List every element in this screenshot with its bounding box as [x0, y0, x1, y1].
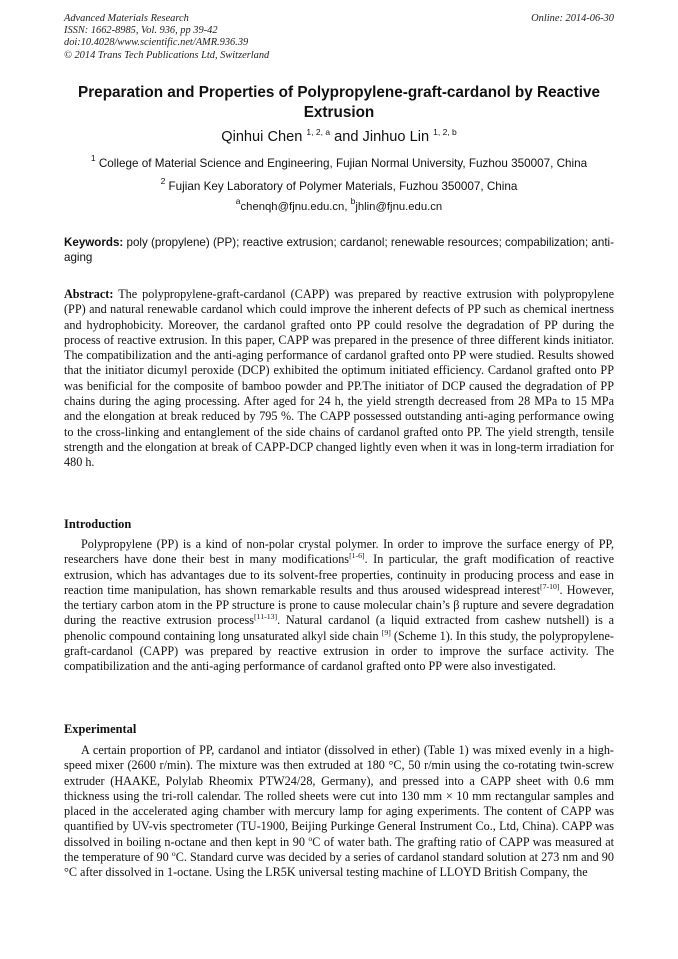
- degree-marker: o: [171, 849, 176, 859]
- citation: [1-6]: [349, 551, 365, 561]
- online-date: Online: 2014-06-30: [531, 13, 614, 24]
- email-marker: b: [350, 196, 356, 206]
- introduction-paragraph: [64, 537, 614, 675]
- journal-name: Advanced Materials Research: [64, 13, 189, 24]
- body-text: (Scheme 1). In this study, the polypropylene-graft-cardanol (CAPP) was prepared by reactive extrusion in order to improve the surface activity. The compatibilization and the anti-aging performance of cardanol grafted onto PP were also investigated.: [64, 628, 614, 674]
- email-marker: a: [235, 196, 241, 206]
- email-separator: ,: [344, 201, 351, 213]
- citation: [7-10]: [540, 581, 560, 591]
- body-text: . However, the tertiary carbon atom in the PP structure is prone to cause molecular chain’s β rupture and severe degradation during the reactive extrusion process: [64, 582, 614, 628]
- abstract: [64, 287, 614, 471]
- affiliation-number: 2: [160, 176, 166, 186]
- citation: [9]: [381, 627, 391, 637]
- author-name: Qinhui Chen: [221, 129, 303, 145]
- author-line: [0, 129, 678, 145]
- experimental-paragraph: [64, 743, 614, 881]
- author-affiliation-marker: 1, 2, a: [306, 127, 331, 137]
- section-heading: Experimental: [64, 722, 137, 736]
- keywords-label: Keywords:: [64, 236, 124, 249]
- email-address[interactable]: chenqh@fjnu.edu.cn: [240, 201, 345, 213]
- body-text: C. Standard curve was decided by a series of cardanol standard solution at 273 nm and 90 °C after dissolved in 1-octane. Using the LR5K universal testing machine of LLOYD British Company, the: [64, 850, 614, 880]
- body-text: A certain proportion of PP, cardanol and intiator (dissolved in ether) (Table 1) was mixed evenly in a high-speed mixer (2600 r/min). The mixture was then extruded at 180 °C, 50 r/min using the co-rotating twin-screw extruder (HAAKE, Polylab Rheomix PTW24/28, Germany), and pressed into a CAPP sheet with 0.6 mm thickness using the tri-roll calendar. The rolled sheets were cut into 130 mm × 10 mm rectangular samples and placed in the accelerated aging chamber with mercury lamp for aging experiments. The content of CAPP was quantified by UV-vis spectrometer (TU-1900, Beijing Purkinge General Instrument Co., Ltd, China). CAPP was dissolved in boiling n-octane and then kept in 90: [64, 743, 614, 849]
- degree-marker: o: [308, 833, 313, 843]
- email-line: [0, 196, 678, 213]
- affiliation-text: College of Material Science and Engineering, Fujian Normal University, Fuzhou 350007, China: [98, 157, 588, 170]
- body-text: . Natural cardanol (a liquid extracted from cashew nutshell) is a phenolic compound containing long unsaturated alkyl side chain: [64, 613, 614, 643]
- keywords-text: poly (propylene) (PP); reactive extrusion; cardanol; renewable resources; compabilization; anti-aging: [64, 236, 614, 264]
- affiliation-number: 1: [90, 153, 96, 163]
- body-text: Polypropylene (PP) is a kind of non-polar crystal polymer. In order to improve the surface energy of PP, researchers have done their best in many modifications: [64, 537, 614, 567]
- affiliation-text: Fujian Key Laboratory of Polymer Materials, Fuzhou 350007, China: [168, 180, 518, 193]
- body-text: C of water bath. The grafting ratio of CAPP was measured at the temperature of 90: [64, 834, 614, 865]
- keywords: [64, 236, 614, 265]
- citation: [11-13]: [254, 612, 278, 622]
- abstract-text: The polypropylene-graft-cardanol (CAPP) was prepared by reactive extrusion with polypropylene (PP) and natural renewable cardanol which could improve the inherent defects of PP such as chemical inertness and hydrophobicity. Moreover, the cardanol grafted onto PP could resolve the degradation of PP during the process of reactive extrusion. In this paper, CAPP was prepared in the presence of three different kinds initiator. The compatibilization and the anti-aging performance of cardanol grafted onto PP were studied. Results showed that the initiator dicumyl peroxide (DCP) exhibited the optimum initiated efficiency. Cardanol grafted onto PP was benificial for the composite of bamboo powder and PP.The initiator of DCP caused the degradation of PP chains during the aging processing. After aged for 24 h, the yield strength decreased from 28 MPa to 15 MPa and the elongation at break reduced by 795 %. The CAPP possessed outstanding anti-aging performance owing to the cross-linking and entanglement of the side chains of cardanol grafted onto PP. The yield strength, tensile strength and the elongation at break of CAPP-DCP changed lightly even when it was in long-term irradiation for 480 h.: [64, 287, 614, 470]
- paper-title: Preparation and Properties of Polypropylene-graft-cardanol by Reactive Extrusion: [78, 84, 600, 121]
- affiliation: [0, 153, 678, 170]
- author-affiliation-marker: 1, 2, b: [433, 127, 457, 137]
- doi-line: doi:10.4028/www.scientific.net/AMR.936.39: [64, 37, 249, 49]
- author-conjunction: and: [330, 129, 363, 145]
- section-heading: Introduction: [64, 517, 132, 531]
- email-address[interactable]: jhlin@fjnu.edu.cn: [355, 201, 443, 213]
- abstract-label: Abstract:: [64, 287, 114, 301]
- copyright-line: © 2014 Trans Tech Publications Ltd, Switzerland: [64, 49, 270, 61]
- body-text: . In particular, the graft modification of reactive extrusion, which has advantages due to its solvent-free properties, continuity in producing process and ease in reaction time manipulation, has shown remarkable results and thus aroused widespread interest: [64, 552, 614, 597]
- author-name: Jinhuo Lin: [362, 129, 430, 145]
- journal-header: [64, 13, 269, 62]
- issn-line: ISSN: 1662-8985, Vol. 936, pp 39-42: [64, 25, 218, 37]
- affiliation: [0, 176, 678, 193]
